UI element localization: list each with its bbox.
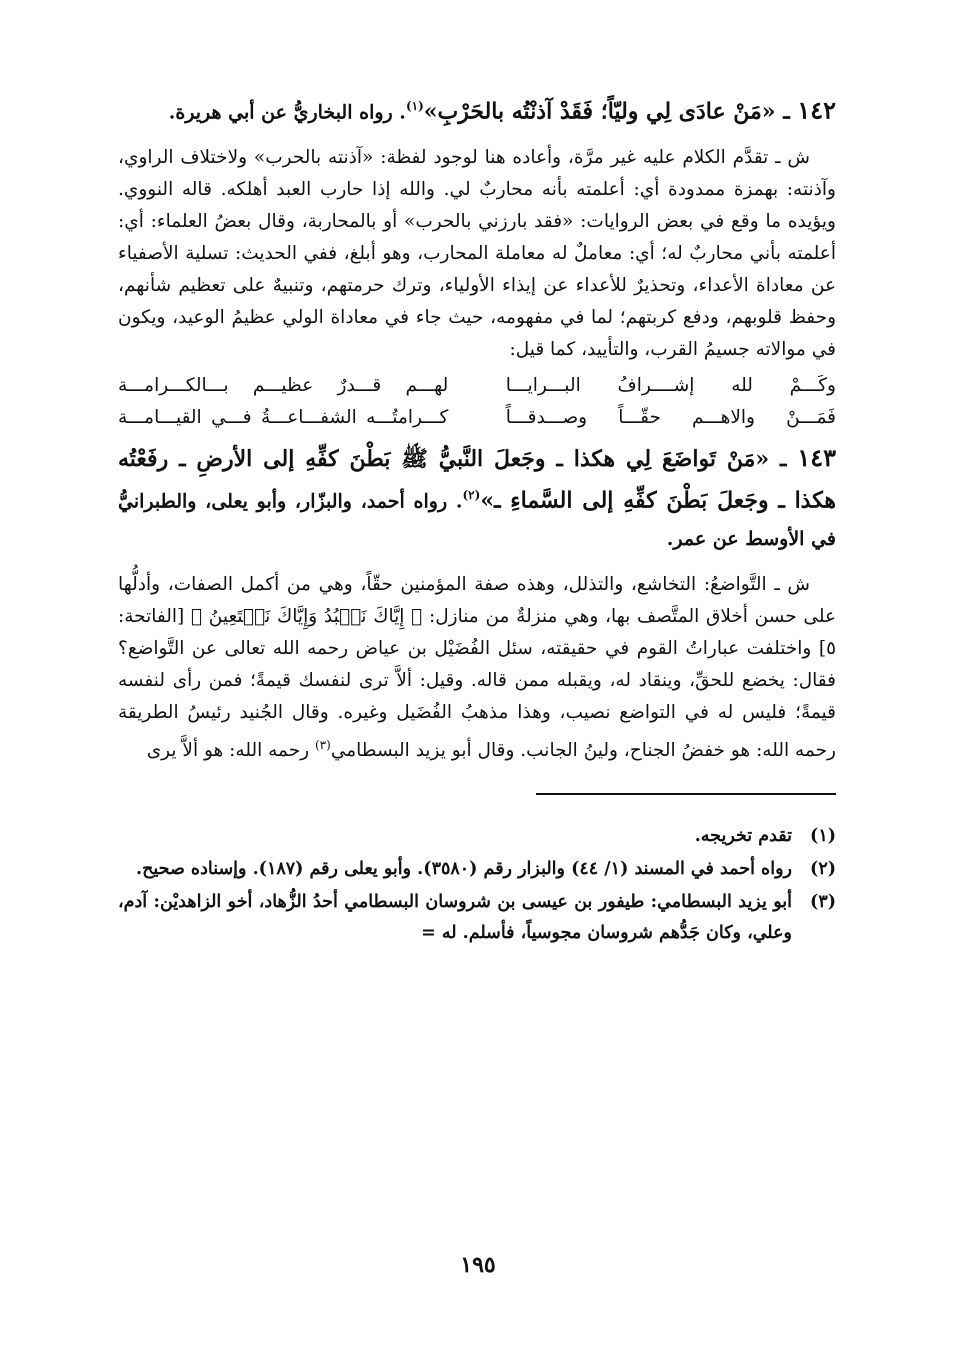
poem-hemistich-right: وكَـــمْ لله إشــــرافُ البـــرايـــا bbox=[505, 375, 836, 397]
footnote bbox=[118, 821, 836, 852]
page-body bbox=[118, 88, 836, 1360]
footnote-text: أبو يزيد البسطامي: طيفور بن عيسى بن شروسان البسطامي أحدُ الزُّهاد، أخو الزاهديْن: آدم، وعلي، وكان جَدُّهم شروسان مجوسياً، فأسلم. له = bbox=[118, 891, 792, 943]
commentary-142: ش ـ تقدَّم الكلام عليه غير مرَّة، وأعاده هنا لوجود لفظة: «آذنته بالحرب» ولاختلاف الراوي، وآذنته: بهمزة ممدودة أي: أعلمته بأنه محاربٌ لي. والله إذا حارب العبد أهلكه. قاله النووي. ويؤيده ما وقع في بعض الروايات: «فقد بارزني بالحرب» أو بالمحاربة، وقال بعضُ العلماء: أي: أعلمته بأني محاربٌ له؛ أي: معاملٌ له معاملة المحارب، وهو أبلغ، ففي الحديث: تسلية الأصفياء عن معاداة الأعداء، وتحذيرٌ للأعداء عن إيذاء الأولياء، وترك حرمتهم، وتنبيهٌ على تعظيم شأنهم، وحفظ قلوبهم، ودفع كربتهم؛ لما في مفهومه، حيث جاء في معاداة الولي عظيمُ الوعيد، ويكون في موالاته جسيمُ القرب، والتأييد، كما قيل: bbox=[118, 147, 836, 361]
hadith-source: . رواه البخاريُّ عن أبي هريرة. bbox=[168, 101, 406, 124]
footnote-ref: (٢) bbox=[462, 488, 481, 503]
page-number: ١٩٥ bbox=[460, 1252, 496, 1278]
commentary-text-end: رحمه الله: هو ألاَّ يرى bbox=[146, 739, 315, 761]
footnote bbox=[118, 854, 836, 885]
footnote-number: (٢) bbox=[810, 858, 836, 879]
poem-hemistich-left: كـــرامتُـــه الشفـــاعـــةُ فـــي القيـــامـــة bbox=[118, 407, 449, 429]
poem-line bbox=[118, 370, 836, 402]
hadith-143 bbox=[118, 440, 836, 556]
hadith-number: ١٤٣ bbox=[797, 443, 836, 473]
commentary-text: ش ـ التَّواضعُ: التخاشع، والتذلل، وهذه صفة المؤمنين حقّاً، وهي من أكمل الصفات، وأدلُّها على حسن أخلاق المتَّصف بها، وهي منزلةٌ من منازل: ﴿ إِيَّاكَ نَعۡبُدُ وَإِيَّاكَ نَسۡتَعِينُ ﴾ [الفاتحة: ٥] واختلفت عباراتُ القوم في حقيقته، سئل الفُضَيْل بن عياض رحمه الله تعالى عن التَّواضع؟ فقال: يخضع للحقِّ، وينقاد له، ويقبله ممن قاله. وقيل: ألاَّ ترى لنفسك قيمةً؛ فمن رأى لنفسه قيمةً؛ فليس له في التواضع نصيب، وهذا مذهبُ الفُضَيل وغيره. وقال الجُنيد رئيسُ الطريقة رحمه الله: هو خفضُ الجناح، ولينُ الجانب. وقال أبو يزيد البسطامي bbox=[118, 573, 836, 761]
footnote-text: تقدم تخريجه. bbox=[694, 825, 792, 846]
hadith-text: ـ «مَنْ تَواضَعَ لِي هكذا ـ وجَعلَ النَّبيُّ ﷺ بَطْنَ كفِّهِ إلى الأرضِ ـ رفَعْتُه هكذا ـ وجَعلَ بَطْنَ كفِّهِ إلى السَّماءِ ـ» bbox=[118, 446, 836, 514]
hadith-number: ١٤٢ bbox=[797, 95, 836, 125]
footnote-divider bbox=[536, 793, 836, 795]
commentary-143 bbox=[118, 569, 836, 767]
footnote-ref: (٣) bbox=[314, 737, 331, 752]
poem-hemistich-right: فَمَـــنْ والاهـــم حقّـــاً وصـــدقـــاً bbox=[505, 407, 836, 429]
poem-hemistich-left: لهـــم قـــدرٌ عظيـــم بـــالكـــرامـــة bbox=[118, 375, 449, 397]
hadith-text: ـ «مَنْ عادَى لِي وليّاً؛ فَقَدْ آذنْتُه بالحَرْبِ» bbox=[423, 98, 790, 125]
footnotes bbox=[118, 821, 836, 949]
hadith-142 bbox=[118, 88, 836, 130]
footnote-number: (١) bbox=[810, 825, 836, 846]
footnote-ref: (١) bbox=[405, 99, 424, 113]
poem bbox=[118, 370, 836, 434]
poem-line bbox=[118, 402, 836, 434]
hadith-source: . رواه أحمد، والبزّار، وأبو يعلى، والطبرانيُّ في الأوسط عن عمر. bbox=[118, 490, 836, 550]
footnote bbox=[118, 887, 836, 949]
footnote-number: (٣) bbox=[810, 891, 836, 912]
footnote-text: رواه أحمد في المسند (١/ ٤٤) والبزار رقم (٣٥٨٠). وأبو يعلى رقم (١٨٧). وإسناده صحيح. bbox=[136, 858, 792, 879]
